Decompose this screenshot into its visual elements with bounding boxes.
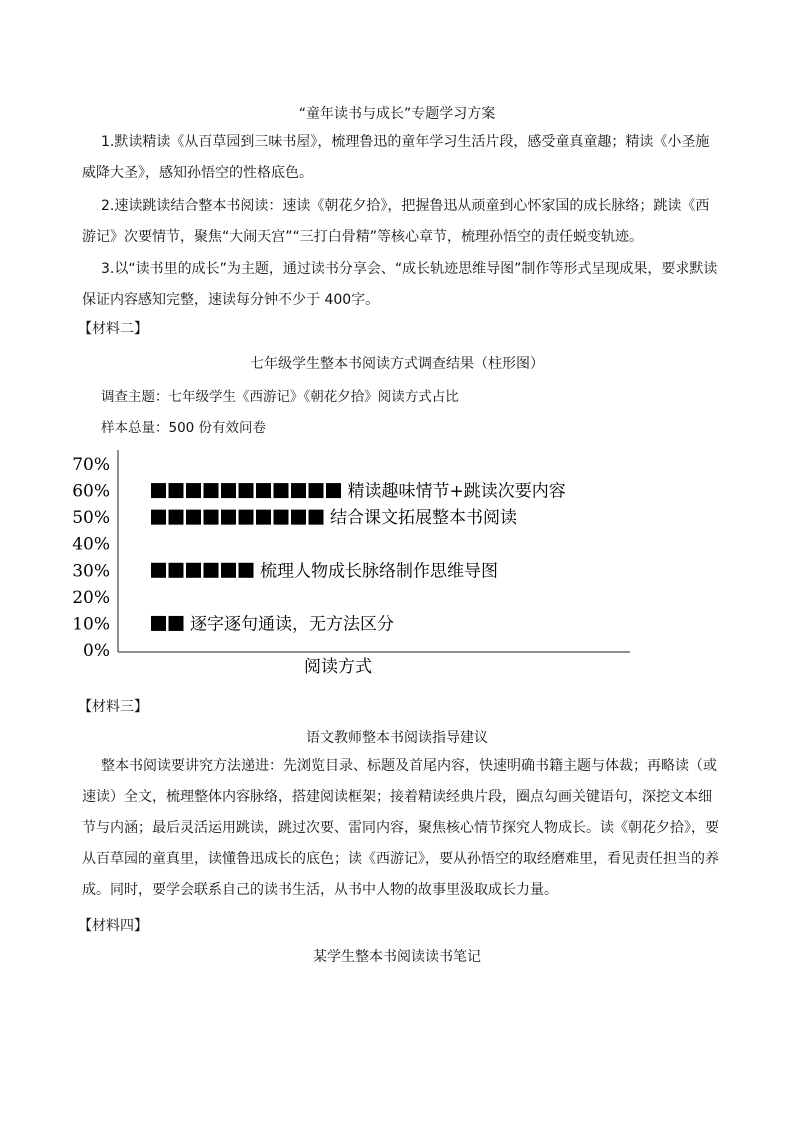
material-4-label: 【材料四】 bbox=[78, 918, 148, 934]
bar-block bbox=[326, 483, 341, 498]
bar-block bbox=[186, 483, 201, 498]
bar-block bbox=[256, 483, 271, 498]
bar-block bbox=[151, 563, 166, 578]
survey-topic: 调查主题：七年级学生《西游记》《朝花夕拾》阅读方式占比 bbox=[101, 389, 459, 405]
bar-block bbox=[291, 483, 306, 498]
bar-block bbox=[151, 483, 166, 498]
bar-block bbox=[291, 510, 306, 525]
bar-block bbox=[186, 563, 201, 578]
bar-block bbox=[151, 616, 166, 631]
bar-block bbox=[221, 510, 236, 525]
y-tick-label: 0% bbox=[83, 641, 110, 661]
bar-label: 梳理人物成长脉络制作思维导图 bbox=[260, 561, 498, 582]
bar-row bbox=[151, 614, 394, 634]
y-tick-label: 10% bbox=[72, 614, 110, 635]
y-tick-label: 60% bbox=[72, 481, 110, 502]
bar-block bbox=[309, 483, 324, 498]
bar-row bbox=[151, 508, 517, 528]
bar-block bbox=[204, 510, 219, 525]
material-3-body: 整本书阅读要讲究方法递进：先浏览目录、标题及首尾内容，快速明确书籍主题与体裁；再略读（或速读）全文，梳理整体内容脉络，搭建阅读框架；接着精读经典片段，圈点勾画关键语句，深挖文本细节与内涵；最后灵活运用跳读，跳过次要、雷同内容，聚焦核心情节探究人物成长。读《朝花夕拾》，要从百草园的童真里，读懂鲁迅成长的底色；读《西游记》，要从孙悟空的取经磨难里，看见责任担当的养成。同时，要学会联系自己的读书生活，从书中人物的故事里汲取成长力量。 bbox=[82, 758, 719, 898]
sample-size: 样本总量：500 份有效问卷 bbox=[101, 420, 267, 436]
material-2-label: 【材料二】 bbox=[78, 321, 148, 337]
bar-block bbox=[186, 510, 201, 525]
bar-block bbox=[221, 563, 236, 578]
bar-label: 逐字逐句通读，无方法区分 bbox=[190, 614, 394, 635]
plan-title: “童年读书与成长”专题学习方案 bbox=[298, 106, 496, 122]
material-4-title: 某学生整本书阅读读书笔记 bbox=[313, 949, 481, 965]
bar-block bbox=[256, 510, 271, 525]
bar-block bbox=[169, 483, 184, 498]
y-tick-label: 40% bbox=[72, 534, 110, 555]
bar-block bbox=[239, 483, 254, 498]
bar-block bbox=[274, 510, 289, 525]
bar-block bbox=[169, 563, 184, 578]
y-tick-label: 50% bbox=[72, 508, 110, 529]
bar-label: 精读趣味情节+跳读次要内容 bbox=[347, 481, 566, 502]
bar-row bbox=[151, 482, 566, 502]
bar-row bbox=[151, 561, 498, 581]
reading-method-chart bbox=[60, 440, 640, 680]
bar-block bbox=[274, 483, 289, 498]
x-axis-label: 阅读方式 bbox=[304, 657, 372, 677]
bar-block bbox=[204, 563, 219, 578]
material-3-title: 语文教师整本书阅读指导建议 bbox=[306, 730, 488, 746]
bar-block bbox=[204, 483, 219, 498]
material-3-label: 【材料三】 bbox=[78, 699, 148, 715]
plan-paragraph-3: 3.以“读书里的成长”为主题，通过读书分享会、“成长轨迹思维导图”制作等形式呈现成果，要求默读保证内容感知完整，速读每分钟不少于 400字。 bbox=[82, 261, 718, 308]
plan-paragraph-1: 1.默读精读《从百草园到三味书屋》，梳理鲁迅的童年学习生活片段，感受童真童趣；精读《小圣施威降大圣》，感知孙悟空的性格底色。 bbox=[82, 134, 710, 181]
bar-label: 结合课文拓展整本书阅读 bbox=[330, 508, 517, 529]
bar-block bbox=[169, 616, 184, 631]
bar-block bbox=[239, 510, 254, 525]
bar-block bbox=[309, 510, 324, 525]
bar-block bbox=[169, 510, 184, 525]
y-tick-label: 70% bbox=[72, 455, 110, 475]
y-tick-label: 20% bbox=[72, 587, 110, 608]
bar-block bbox=[151, 510, 166, 525]
y-tick-label: 30% bbox=[72, 561, 110, 582]
material-2-title: 七年级学生整本书阅读方式调查结果（柱形图） bbox=[250, 356, 544, 372]
bar-block bbox=[221, 483, 236, 498]
plan-paragraph-2: 2.速读跳读结合整本书阅读：速读《朝花夕拾》，把握鲁迅从顽童到心怀家国的成长脉络；跳读《西游记》次要情节，聚焦“大闹天宫”“三打白骨精”等核心章节，梳理孙悟空的责任蜕变轨迹。 bbox=[82, 198, 710, 245]
bar-block bbox=[239, 563, 254, 578]
